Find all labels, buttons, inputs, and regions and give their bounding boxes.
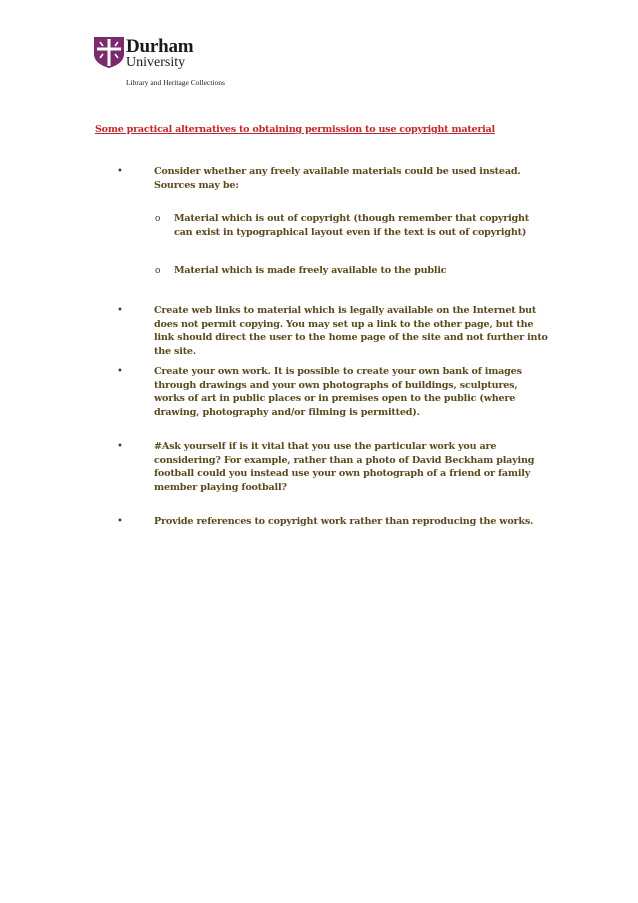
bullet-marker: • [117, 305, 123, 316]
logo-name: Durham [126, 36, 194, 57]
page-heading: Some practical alternatives to obtaining permission to use copyright material [95, 124, 495, 135]
bullet-marker: • [117, 441, 123, 452]
list-item-text: #Ask yourself if is it vital that you use the particular work you are considering? For example, rather than a photo of David Beckham playing football could you instead use your own photograph of a friend or family member playing football? [154, 441, 535, 493]
list-item-text: Material which is out of copyright (though remember that copyright can exist in typographical layout even if the text is out of copyright) [174, 213, 530, 238]
bullet-marker: o [155, 214, 161, 224]
bullet-marker: • [117, 166, 123, 177]
list-item-text: Create your own work. It is possible to create your own bank of images through drawings and your own photographs of buildings, sculptures, works of art in public places or in premises open to the public (where drawing, photography and/or filming is permitted). [154, 366, 522, 418]
list-item-text: Material which is made freely available to the public [174, 265, 447, 276]
list-item-text: Provide references to copyright work rather than reproducing the works. [154, 516, 534, 527]
list-item-text: Create web links to material which is legally available on the Internet but does not permit copying. You may set up a link to the other page, but the link should direct the user to the home page of the site and not further into the site. [154, 305, 548, 357]
logo-wordmark [126, 37, 193, 70]
logo-collection: Library and Heritage Collections [126, 78, 225, 87]
bullet-marker: o [155, 266, 161, 276]
university-logo [94, 37, 254, 89]
bullet-marker: • [117, 516, 123, 527]
list-item-text: Consider whether any freely available materials could be used instead. Sources may be: [154, 166, 521, 191]
logo-sub: University [126, 55, 186, 70]
durham-crest-icon [94, 37, 124, 68]
bullet-marker: • [117, 366, 123, 377]
